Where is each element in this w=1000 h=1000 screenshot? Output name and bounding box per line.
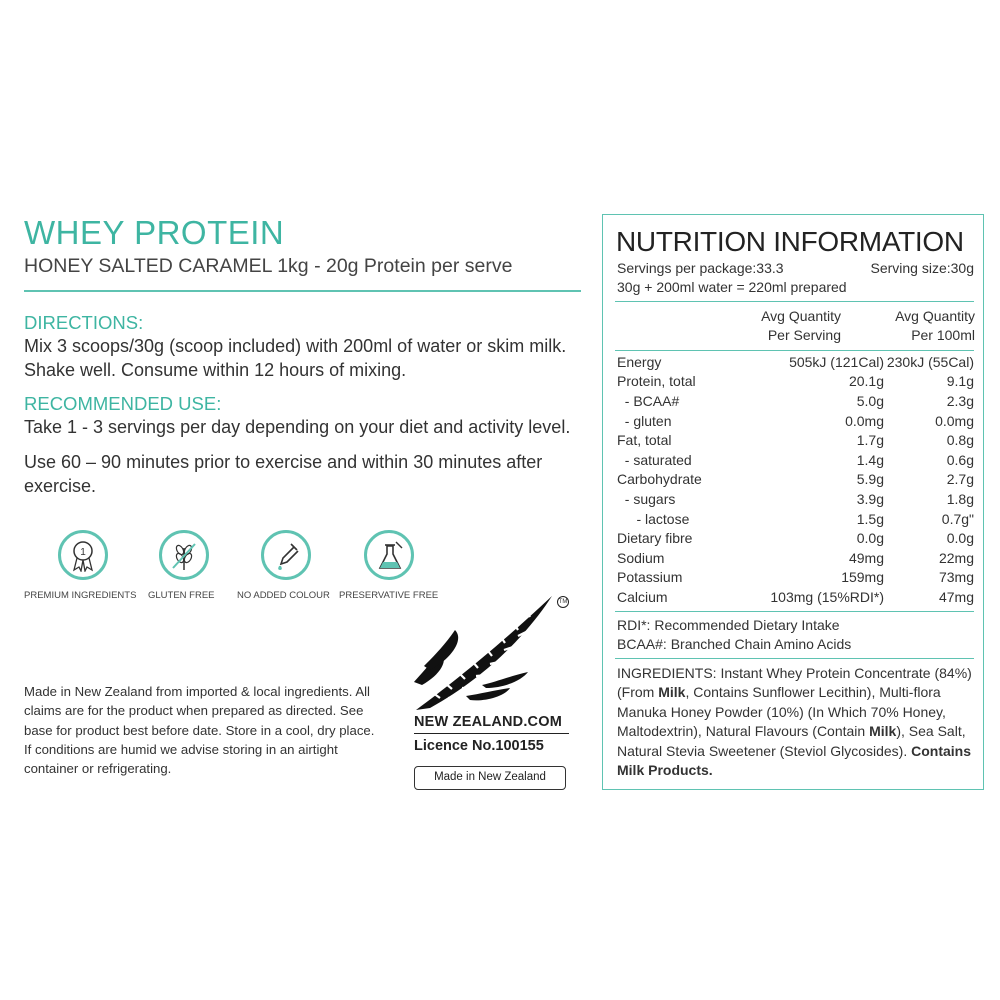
- nutrition-row: [617, 568, 974, 588]
- award-ribbon-icon: [58, 530, 108, 580]
- per-100ml-value: 230kJ (55Cal): [886, 353, 974, 370]
- per-100ml-value: 0.8g: [946, 432, 974, 449]
- serving-size: Serving size:30g: [870, 260, 974, 276]
- badge-label: PREMIUM INGREDIENTS: [24, 590, 137, 601]
- nutrient-name: Protein, total: [617, 373, 696, 390]
- wheat-crossed-icon: [159, 530, 209, 580]
- ingredients-text: ), Sea Salt, Natural Stevia Sweetener (Steviol Glycosides).: [617, 723, 966, 759]
- recommended-use-text: Take 1 - 3 servings per day depending on your diet and activity level.: [24, 417, 571, 437]
- made-in-nz-badge: Made in New Zealand: [414, 766, 566, 790]
- divider: [615, 301, 974, 302]
- per-serving-value: 103mg (15%RDI*): [770, 588, 884, 605]
- nutrient-name: - saturated: [617, 451, 692, 468]
- nutrition-row: [617, 450, 974, 470]
- per-serving-value: 1.5g: [856, 510, 884, 527]
- nutrient-name: Energy: [617, 353, 662, 370]
- per-100ml-value: 0.0mg: [935, 412, 974, 429]
- divider: [615, 611, 974, 612]
- nutrition-table: [617, 352, 974, 607]
- ingredients-list: [617, 664, 973, 780]
- per-100ml-value: 1.8g: [946, 490, 974, 507]
- per-serving-value: 5.0g: [856, 392, 884, 409]
- per-serving-value: 20.1g: [848, 373, 884, 390]
- per-100ml-value: 2.7g: [946, 471, 974, 488]
- nutrition-row: [617, 391, 974, 411]
- nutrient-name: Fat, total: [617, 432, 672, 449]
- svg-text:1: 1: [80, 547, 86, 558]
- nutrition-row: [617, 352, 974, 372]
- recommended-use-heading: RECOMMENDED USE:: [24, 393, 222, 414]
- nutrition-row: [617, 430, 974, 450]
- nutrient-name: Carbohydrate: [617, 471, 702, 488]
- divider: [615, 350, 974, 351]
- directions-heading: DIRECTIONS:: [24, 312, 144, 333]
- nutrient-name: - gluten: [617, 412, 672, 429]
- servings-per-package: Servings per package:33.3: [617, 260, 784, 276]
- nutrient-name: Potassium: [617, 569, 683, 586]
- per-serving-value: 3.9g: [856, 490, 884, 507]
- per-100ml-value: 73mg: [938, 569, 974, 586]
- per-serving-value: 49mg: [848, 549, 884, 566]
- per-100ml-value: 0.7g": [941, 510, 974, 527]
- ingredients-text: INGREDIENTS: Instant Whey Protein Concentrate (84%) (From: [617, 665, 972, 701]
- allergen-milk: Milk: [658, 684, 686, 701]
- nutrition-title: NUTRITION INFORMATION: [616, 226, 964, 257]
- allergen-statement: Contains Milk Products.: [617, 742, 972, 779]
- column-header-per-serving: Avg Quantity Per Serving: [761, 308, 841, 343]
- nutrition-row: [617, 489, 974, 509]
- divider: [414, 733, 569, 734]
- rdi-note: RDI*: Recommended Dietary Intake: [617, 617, 840, 633]
- per-100ml-value: 9.1g: [946, 373, 974, 390]
- storage-notes: Made in New Zealand from imported & local ingredients. All claims are for the product when prepared as directed. See base for product best before date. Store in a cool, dry place. If conditions are humid we advise storing in an airtight container or refrigerating.: [24, 684, 375, 777]
- nutrient-name: Dietary fibre: [617, 530, 693, 547]
- licence-number: Licence No.100155: [414, 738, 544, 754]
- divider: [24, 290, 581, 292]
- directions-text: Mix 3 scoops/30g (scoop included) with 200ml of water or skim milk. Shake well. Consume within 12 hours of mixing.: [24, 336, 567, 380]
- per-serving-value: 5.9g: [856, 471, 884, 488]
- nutrition-row: [617, 470, 974, 490]
- nutrient-name: Sodium: [617, 549, 665, 566]
- column-header-per-100ml: Avg Quantity Per 100ml: [895, 308, 975, 343]
- allergen-milk: Milk: [869, 723, 897, 740]
- nutrient-name: - BCAA#: [617, 392, 680, 409]
- nutrition-row: [617, 528, 974, 548]
- per-serving-value: 159mg: [841, 569, 884, 586]
- per-serving-value: 505kJ (121Cal): [789, 353, 884, 370]
- ingredients-text: , Contains Sunflower Lecithin), Multi-flora Manuka Honey Powder (10%) (In Which 70% Honey, Maltodextrin), Natural Flavours (Contain: [617, 684, 946, 740]
- silver-fern-logo: [410, 590, 570, 715]
- usage-timing-text: Use 60 – 90 minutes prior to exercise and within 30 minutes after exercise.: [24, 452, 543, 496]
- nutrition-row: [617, 372, 974, 392]
- badge-label: PRESERVATIVE FREE: [339, 590, 439, 601]
- nutrient-name: - lactose: [617, 510, 690, 527]
- flask-icon: [364, 530, 414, 580]
- per-serving-value: 1.7g: [856, 432, 884, 449]
- per-serving-value: 0.0mg: [845, 412, 884, 429]
- trademark-symbol: TM: [557, 596, 569, 608]
- nutrition-row: [617, 411, 974, 431]
- per-serving-value: 1.4g: [856, 451, 884, 468]
- dropper-icon: [261, 530, 311, 580]
- divider: [615, 658, 974, 659]
- nutrient-name: - sugars: [617, 490, 676, 507]
- nutrient-name: Calcium: [617, 588, 668, 605]
- per-100ml-value: 2.3g: [946, 392, 974, 409]
- prepared-note: 30g + 200ml water = 220ml prepared: [617, 279, 847, 295]
- badge-label: NO ADDED COLOUR: [237, 590, 330, 601]
- per-100ml-value: 0.0g: [946, 530, 974, 547]
- badge-label: GLUTEN FREE: [148, 590, 215, 601]
- nutrition-row: [617, 587, 974, 607]
- per-serving-value: 0.0g: [856, 530, 884, 547]
- per-100ml-value: 22mg: [938, 549, 974, 566]
- nutrition-row: [617, 548, 974, 568]
- nz-site-text: NEW ZEALAND.COM: [414, 714, 562, 730]
- nutrition-row: [617, 509, 974, 529]
- product-subtitle: HONEY SALTED CARAMEL 1kg - 20g Protein per serve: [24, 255, 513, 277]
- bcaa-note: BCAA#: Branched Chain Amino Acids: [617, 636, 852, 652]
- per-100ml-value: 47mg: [938, 588, 974, 605]
- product-title: WHEY PROTEIN: [24, 214, 285, 251]
- per-100ml-value: 0.6g: [946, 451, 974, 468]
